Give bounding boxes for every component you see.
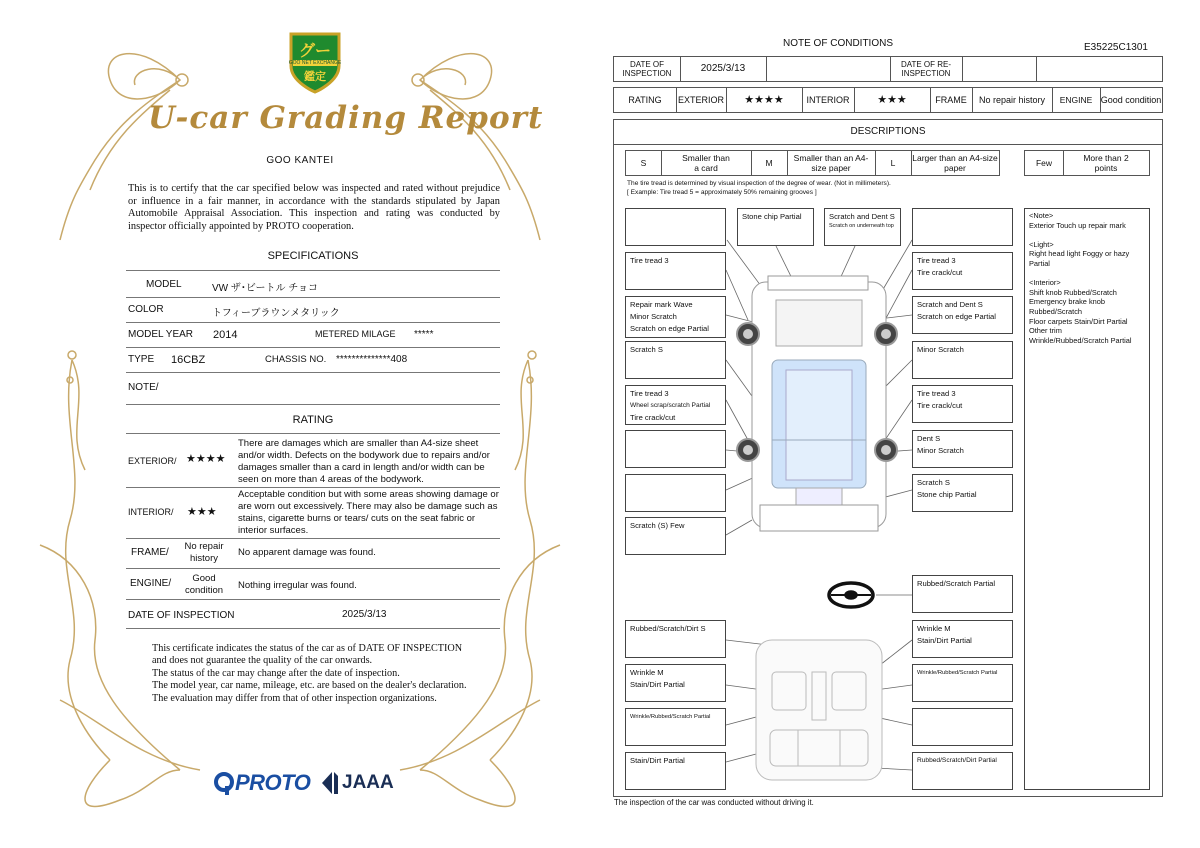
note-of-conditions xyxy=(600,0,1200,848)
tire-note: The tire tread is determined by visual inspection of the degree of wear. (Not in millimeters). xyxy=(627,180,891,187)
note-line: <Interior> xyxy=(1029,278,1061,288)
condition-text: Repair mark Wave xyxy=(630,300,693,309)
divider xyxy=(126,599,500,600)
condition-box xyxy=(625,385,726,425)
condition-text: Stone chip Partial xyxy=(917,490,977,499)
disclaimer-line: The status of the car may change after the date of inspection. xyxy=(152,667,400,679)
goo-kantei-badge xyxy=(287,30,343,94)
chassis-label: CHASSIS NO. xyxy=(265,354,327,365)
condition-box: Wrinkle/Rubbed/Scratch Partial xyxy=(625,708,726,746)
date-of-reinspection-label: DATE OF RE-INSPECTION xyxy=(900,60,952,78)
condition-text: Tire tread 3 xyxy=(630,389,669,398)
color-label: COLOR xyxy=(128,304,164,315)
note-line: Right head light Foggy or hazy Partial xyxy=(1029,249,1130,268)
condition-box: Tire tread 3 xyxy=(625,252,726,290)
condition-text: Minor Scratch xyxy=(917,446,964,455)
condition-text: Wrinkle M xyxy=(917,624,951,633)
badge-ribbon-text: GOO NET EXCHANGE xyxy=(288,60,342,66)
jaaa-mark-icon xyxy=(320,770,340,796)
interior-label: INTERIOR xyxy=(806,95,850,105)
interior-label: INTERIOR/ xyxy=(128,507,174,517)
frame-label: FRAME xyxy=(935,95,967,105)
certification-text: This is to certify that the car specified below was inspected and rated without prejudice or influence in a fair manner, in accordance with the standards stipulated by Japan Automobile Appraisal Association. This inspection and rating was conducted by inspector officially appointed by PROTO cooperation. xyxy=(128,183,500,232)
condition-box: Rubbed/Scratch Partial xyxy=(912,575,1013,613)
engine-label: ENGINE xyxy=(1059,95,1093,105)
type-label: TYPE xyxy=(128,354,155,365)
rating-heading: RATING xyxy=(292,414,334,426)
report-title: U-car Grading Report xyxy=(148,100,544,136)
condition-box xyxy=(625,208,726,246)
condition-box xyxy=(912,430,1013,468)
engine-description: Nothing irregular was found. xyxy=(238,580,357,591)
divider xyxy=(126,433,500,434)
interior-stars: ★★★ xyxy=(187,506,217,518)
tire-example: [ Example: Tire tread 5 = approximately 50% remaining grooves ] xyxy=(627,189,817,196)
exterior-stars: ★★★★ xyxy=(744,94,784,106)
legend-l-desc: Larger than an A4-size paper xyxy=(912,153,998,173)
condition-box: Stain/Dirt Partial xyxy=(625,752,726,790)
steering-wheel-icon xyxy=(829,583,873,607)
note-line xyxy=(1029,269,1145,279)
condition-text: Wheel scrap/scratch Partial xyxy=(630,402,711,409)
condition-box xyxy=(912,385,1013,423)
condition-box: Scratch (S) Few xyxy=(625,517,726,555)
document-id: E35225C1301 xyxy=(1084,42,1148,53)
condition-text: Scratch on edge Partial xyxy=(630,324,709,333)
jaaa-logo xyxy=(320,770,400,798)
condition-box xyxy=(625,296,726,338)
legend-s: S xyxy=(640,158,647,168)
divider xyxy=(126,404,500,405)
legend-s-desc: Smaller than a card xyxy=(682,153,730,173)
model-year-label: MODEL YEAR xyxy=(128,329,194,340)
proto-logo xyxy=(213,770,313,798)
disclaimer-line: The evaluation may differ from that of other inspection organizations. xyxy=(152,692,437,704)
exterior-label: EXTERIOR/ xyxy=(128,456,177,466)
disclaimer-line: This certificate indicates the status of the car as of DATE OF INSPECTION and does not guarantee the quality of the car onwards. xyxy=(152,643,463,667)
condition-box: Rubbed/Scratch/Dirt Partial xyxy=(912,752,1013,790)
condition-text: Tire crack/cut xyxy=(630,413,676,422)
condition-box xyxy=(824,208,901,246)
note-label: NOTE/ xyxy=(128,382,159,393)
legend-l: L xyxy=(890,158,896,168)
car-top-view xyxy=(752,276,886,531)
divider xyxy=(126,372,500,373)
descriptions-heading: DESCRIPTIONS xyxy=(850,126,926,137)
note-line: Wrinkle/Rubbed/Scratch Partial xyxy=(1029,335,1132,345)
condition-text: Scratch and Dent S xyxy=(829,212,895,221)
condition-text: Tire tread 3 xyxy=(917,389,956,398)
frame-label: FRAME/ xyxy=(131,547,169,558)
car-interior-view xyxy=(756,640,882,780)
condition-text: Stain/Dirt Partial xyxy=(630,680,685,689)
condition-text: Minor Scratch xyxy=(630,312,677,321)
condition-box xyxy=(912,208,1013,246)
divider xyxy=(126,487,500,488)
divider xyxy=(126,628,500,629)
frame-value: No repair history xyxy=(978,95,1046,105)
condition-text: Scratch S xyxy=(917,478,950,487)
report-subtitle: GOO KANTEI xyxy=(266,155,334,166)
condition-text: Stain/Dirt Partial xyxy=(917,636,972,645)
notes-panel xyxy=(1024,208,1150,790)
condition-text: Scratch on edge Partial xyxy=(917,312,996,321)
condition-text: Scratch and Dent S xyxy=(917,300,983,309)
note-line: Shift knob Rubbed/Scratch xyxy=(1029,287,1117,297)
badge-bottom-text: 鑑定 xyxy=(304,71,326,83)
footer-note: The inspection of the car was conducted without driving it. xyxy=(614,798,814,807)
type-value: 16CBZ xyxy=(171,354,206,366)
condition-box: Rubbed/Scratch/Dirt S xyxy=(625,620,726,658)
note-line: <Light> xyxy=(1029,239,1054,249)
note-line xyxy=(1029,230,1145,240)
engine-value: Good condition xyxy=(1100,95,1162,105)
condition-text: Wrinkle M xyxy=(630,668,664,677)
divider xyxy=(126,538,500,539)
condition-box xyxy=(912,252,1013,290)
conditions-heading: NOTE OF CONDITIONS xyxy=(783,38,893,49)
frame-description: No apparent damage was found. xyxy=(238,547,376,558)
proto-mark-icon xyxy=(213,770,235,796)
disclaimer-line: The model year, car name, mileage, etc. are based on the dealer's declaration. xyxy=(152,680,467,692)
inspection-date-value: 2025/3/13 xyxy=(342,609,387,620)
legend-few: Few xyxy=(1035,158,1053,168)
condition-text: Tire tread 3 xyxy=(917,256,956,265)
inspection-date-label: DATE OF INSPECTION xyxy=(128,610,235,621)
note-line: Other trim xyxy=(1029,326,1062,336)
badge-top-text: グー xyxy=(298,43,331,60)
mileage-value: ***** xyxy=(414,329,434,340)
legend-few-desc: More than 2 points xyxy=(1083,153,1129,173)
condition-box xyxy=(912,620,1013,658)
exterior-label: EXTERIOR xyxy=(677,95,724,105)
divider xyxy=(126,347,500,348)
condition-box xyxy=(625,430,726,468)
proto-logo-text: PROTO xyxy=(235,770,311,795)
jaaa-logo-text: JAAA xyxy=(342,772,394,793)
condition-box: Wrinkle/Rubbed/Scratch Partial xyxy=(912,664,1013,702)
condition-text: Tire crack/cut xyxy=(917,401,963,410)
note-line: Floor carpets Stain/Dirt Partial xyxy=(1029,316,1128,326)
engine-value: Good condition xyxy=(184,573,224,596)
legend-m-desc: Smaller than an A4-size paper xyxy=(793,153,869,173)
rating-label: RATING xyxy=(628,95,662,105)
condition-box: Stone chip Partial xyxy=(737,208,814,246)
condition-box xyxy=(912,708,1013,746)
note-line: <Note> xyxy=(1029,211,1054,220)
condition-box xyxy=(912,296,1013,334)
model-year-value: 2014 xyxy=(213,329,238,341)
divider xyxy=(126,297,500,298)
exterior-description: There are damages which are smaller than A4-size sheet and/or width. Defects on the bodywork due to repairs and/or damages smaller than a card in length and/or width can be seen on more than 4 areas of the bodywork. xyxy=(238,438,490,485)
condition-text: Dent S xyxy=(917,434,941,443)
condition-box: Minor Scratch xyxy=(912,341,1013,379)
divider xyxy=(126,270,500,271)
condition-box xyxy=(625,474,726,512)
legend-m: M xyxy=(765,158,773,168)
color-value: トフィーブラウンメタリック xyxy=(212,308,340,319)
condition-box xyxy=(625,664,726,702)
specifications-heading: SPECIFICATIONS xyxy=(267,250,359,262)
note-line: Emergency brake knob Rubbed/Scratch xyxy=(1029,297,1105,316)
interior-stars: ★★★ xyxy=(877,94,907,106)
mileage-label: METERED MILAGE xyxy=(315,329,396,339)
engine-label: ENGINE/ xyxy=(130,578,172,589)
condition-box xyxy=(912,474,1013,512)
divider xyxy=(126,322,500,323)
model-value: VW ザ･ビートル チョコ xyxy=(212,283,318,294)
exterior-stars: ★★★★ xyxy=(186,453,226,465)
interior-description: Acceptable condition but with some areas showing damage or are worn out excessively. There may also be damage such as stains, cigarette burns or tears/ cuts on the seat fabric or interior surfaces. xyxy=(238,489,499,536)
date-of-inspection-label: DATE OF INSPECTION xyxy=(622,60,672,78)
condition-subtext: Scratch on underneath top xyxy=(829,223,894,229)
frame-value: No repair history xyxy=(184,541,224,564)
condition-box: Scratch S xyxy=(625,341,726,379)
chassis-value: **************408 xyxy=(336,354,408,365)
condition-text: Tire crack/cut xyxy=(917,268,963,277)
disclaimer xyxy=(152,643,472,705)
note-line: Exterior Touch up repair mark xyxy=(1029,220,1126,230)
divider xyxy=(126,568,500,569)
model-label: MODEL xyxy=(146,279,182,290)
date-of-inspection-value: 2025/3/13 xyxy=(700,63,746,74)
